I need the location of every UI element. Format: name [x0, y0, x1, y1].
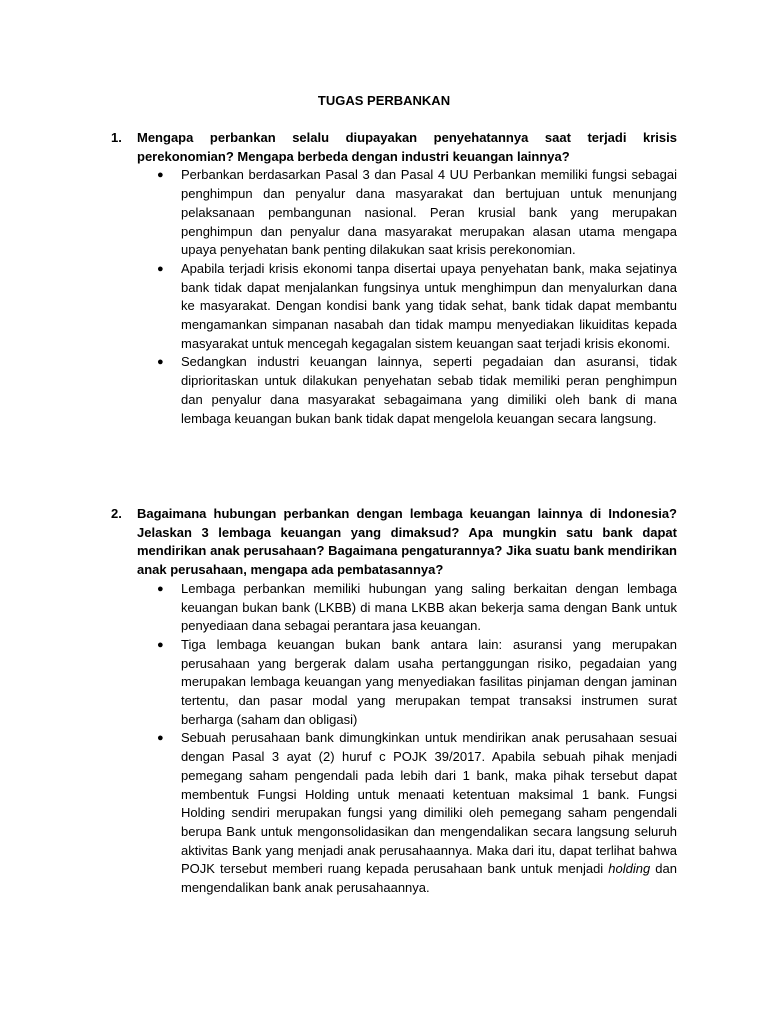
bullet-icon: ● [157, 169, 164, 182]
answer-text: Tiga lembaga keuangan bukan bank antara lain: asuransi yang merupakan perusahaan yang bergerak dalam usaha pertanggungan risiko, pegadaian yang merupakan lembaga keuangan yang menyediakan fasilitas pinjaman dengan jaminan tertentu, dan pasar modal yang merupakan tempat transaksi instrumen surat berharga (saham dan obligasi) [181, 636, 677, 727]
answer-text [181, 730, 677, 895]
bullet-icon: ● [157, 582, 164, 595]
bullet-icon: ● [157, 356, 164, 369]
list-item [111, 166, 677, 260]
answer-text-part: Sebuah perusahaan bank dimungkinkan untuk mendirikan anak perusahaan sesuai dengan Pasal 3 ayat (2) huruf c POJK 39/2017. Apabila sebuah pihak menjadi pemegang saham pengendali pada lebih dari 1 bank, maka pihak tersebut dapat membentuk Fungsi Holding untuk menaati ketentuan maksimal 1 bank. Fungsi Holding sendiri merupakan fungsi yang dimiliki oleh pemegang saham pengendali berupa Bank untuk mengonsolidasikan dan mengendalikan secara langsung seluruh aktivitas Bank yang menjadi anak perusahaannya. Maka dari itu, dapat terlihat bahwa POJK tersebut memberi ruang kepada perusahaan bank untuk menjadi [181, 730, 677, 877]
document-title: TUGAS PERBANKAN [317, 93, 451, 108]
list-item [111, 353, 677, 428]
list-item [111, 260, 677, 354]
answer-text: Apabila terjadi krisis ekonomi tanpa disertai upaya penyehatan bank, maka sejatinya bank tidak dapat menjalankan fungsinya untuk menghimpun dan menyalurkan dana ke masyarakat. Dengan kondisi bank yang tidak sehat, bank tidak dapat membantu mengamankan simpanan nasabah dan tidak mampu menyediakan likuiditas kepada masyarakat untuk mencegah kegagalan sistem keuangan saat terjadi krisis ekonomi. [181, 260, 677, 351]
answer-text: Sedangkan industri keuangan lainnya, seperti pegadaian dan asuransi, tidak diprioritaskan untuk dilakukan penyehatan sebab tidak memiliki peran penghimpun dan penyalur dana masyarakat sebagaimana yang dimiliki oleh bank di mana lembaga keuangan bukan bank tidak dapat mengelola keuangan secara langsung. [181, 354, 677, 426]
question-number: 2. [111, 506, 122, 521]
answer-text-part: dan mengendalikan bank anak perusahaannya. [181, 861, 677, 896]
list-item [111, 636, 677, 730]
list-item [111, 580, 677, 636]
answer-text: Lembaga perbankan memiliki hubungan yang saling berkaitan dengan lembaga keuangan bukan bank (LKBB) di mana LKBB akan bekerja sama dengan Bank untuk penyediaan dana sebagai perantara jasa keuangan. [181, 580, 677, 634]
answer-list [111, 580, 677, 898]
bullet-icon: ● [157, 732, 164, 745]
question-text: Bagaimana hubungan perbankan dengan lembaga keuangan lainnya di Indonesia? Jelaskan 3 lembaga keuangan yang dimaksud? Apa mungkin satu bank dapat mendirikan anak perusahaan? Bagaimana pengaturannya? Jika suatu bank mendirikan anak perusahaan, mengapa ada pembatasannya? [137, 506, 677, 578]
question-2 [111, 505, 677, 898]
list-item [111, 729, 677, 897]
question-heading [111, 505, 677, 580]
question-text: Mengapa perbankan selalu diupayakan penyehatannya saat terjadi krisis perekonomian? Mengapa berbeda dengan industri keuangan lainnya? [137, 130, 677, 164]
question-heading [111, 129, 677, 166]
bullet-icon: ● [157, 262, 164, 275]
question-number: 1. [111, 130, 122, 145]
question-1 [111, 129, 677, 428]
answer-text: Perbankan berdasarkan Pasal 3 dan Pasal 4 UU Perbankan memiliki fungsi sebagai penghimpun dan penyalur dana masyarakat dan bertujuan untuk menunjang pelaksanaan pembangunan nasional. Peran krusial bank yang merupakan penghimpun dan penyalur dana masyarakat merupakan alasan utama mengapa upaya penyehatan bank penting dilakukan saat krisis perekonomian. [181, 167, 677, 258]
italic-term: holding [608, 861, 651, 877]
answer-list [111, 166, 677, 428]
bullet-icon: ● [157, 638, 164, 651]
